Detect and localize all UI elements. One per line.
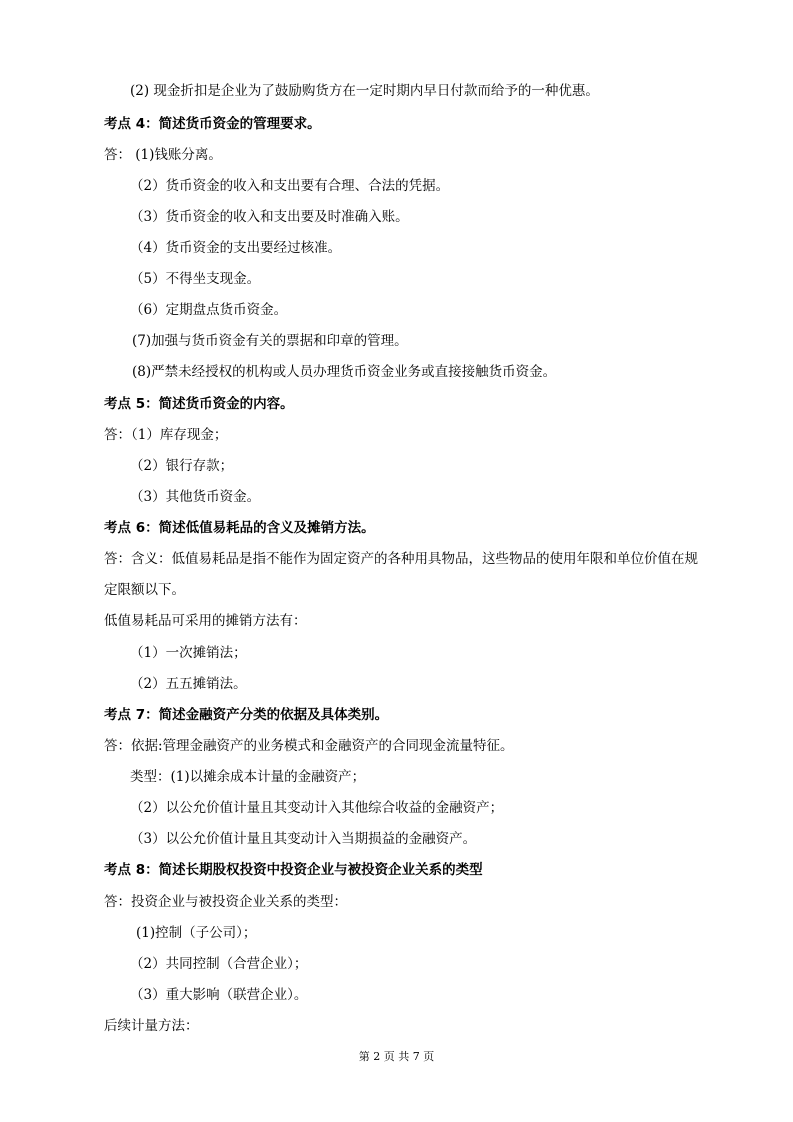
text-line: （3）货币资金的收入和支出要及时准确入账。 — [130, 209, 409, 225]
text-line: （2）银行存款； — [130, 458, 234, 474]
text-line: 答： (1)钱账分离。 — [104, 147, 222, 163]
text-line: (2) 现金折扣是企业为了鼓励购货方在一定时期内早日付款而给予的一种优惠。 — [130, 83, 599, 99]
section-heading: 考点 5：简述货币资金的内容。 — [104, 396, 294, 412]
text-line: （2）货币资金的收入和支出要有合理、合法的凭据。 — [130, 178, 450, 194]
text-line: 定限额以下。 — [104, 582, 185, 598]
text-line: （3）重大影响（联营企业）。 — [130, 987, 308, 1003]
text-line: 低值易耗品可采用的摊销方法有： — [104, 613, 307, 629]
text-line: (1)控制（子公司）； — [136, 925, 257, 941]
section-heading: 考点 8：简述长期股权投资中投资企业与被投资企业关系的类型 — [104, 862, 483, 878]
text-line: （3）以公允价值计量且其变动计入当期损益的金融资产。 — [130, 831, 477, 847]
text-line: （3）其他货币资金。 — [130, 489, 261, 505]
text-line: （2）五五摊销法。 — [130, 676, 247, 692]
text-line: （2）以公允价值计量且其变动计入其他综合收益的金融资产； — [130, 800, 504, 816]
text-line: 类型：(1)以摊余成本计量的金融资产； — [130, 769, 366, 785]
text-line: 答：含义：低值易耗品是指不能作为固定资产的各种用具物品，这些物品的使用年限和单位价值在规 — [104, 551, 698, 567]
text-line: （5）不得坐支现金。 — [130, 271, 261, 287]
page-footer: 第 2 页 共 7 页 — [358, 1050, 435, 1063]
text-line: （6）定期盘点货币资金。 — [130, 302, 288, 318]
text-line: （2）共同控制（合营企业）； — [130, 956, 308, 972]
text-line: 答：投资企业与被投资企业关系的类型： — [104, 894, 347, 910]
section-heading: 考点 7：简述金融资产分类的依据及具体类别。 — [104, 707, 389, 723]
text-line: (8)严禁未经授权的机构或人员办理货币资金业务或直接接触货币资金。 — [132, 364, 557, 380]
section-heading: 考点 6：简述低值易耗品的含义及摊销方法。 — [104, 520, 375, 536]
text-line: 答：（1）库存现金； — [104, 427, 228, 443]
section-heading: 考点 4：简述货币资金的管理要求。 — [104, 116, 321, 132]
text-line: 答：依据:管理金融资产的业务模式和金融资产的合同现金流量特征。 — [104, 738, 514, 754]
text-line: （1）一次摊销法； — [130, 645, 247, 661]
text-line: （4）货币资金的支出要经过核准。 — [130, 240, 342, 256]
text-line: (7)加强与货币资金有关的票据和印章的管理。 — [132, 333, 408, 349]
text-line: 后续计量方法： — [104, 1018, 199, 1034]
